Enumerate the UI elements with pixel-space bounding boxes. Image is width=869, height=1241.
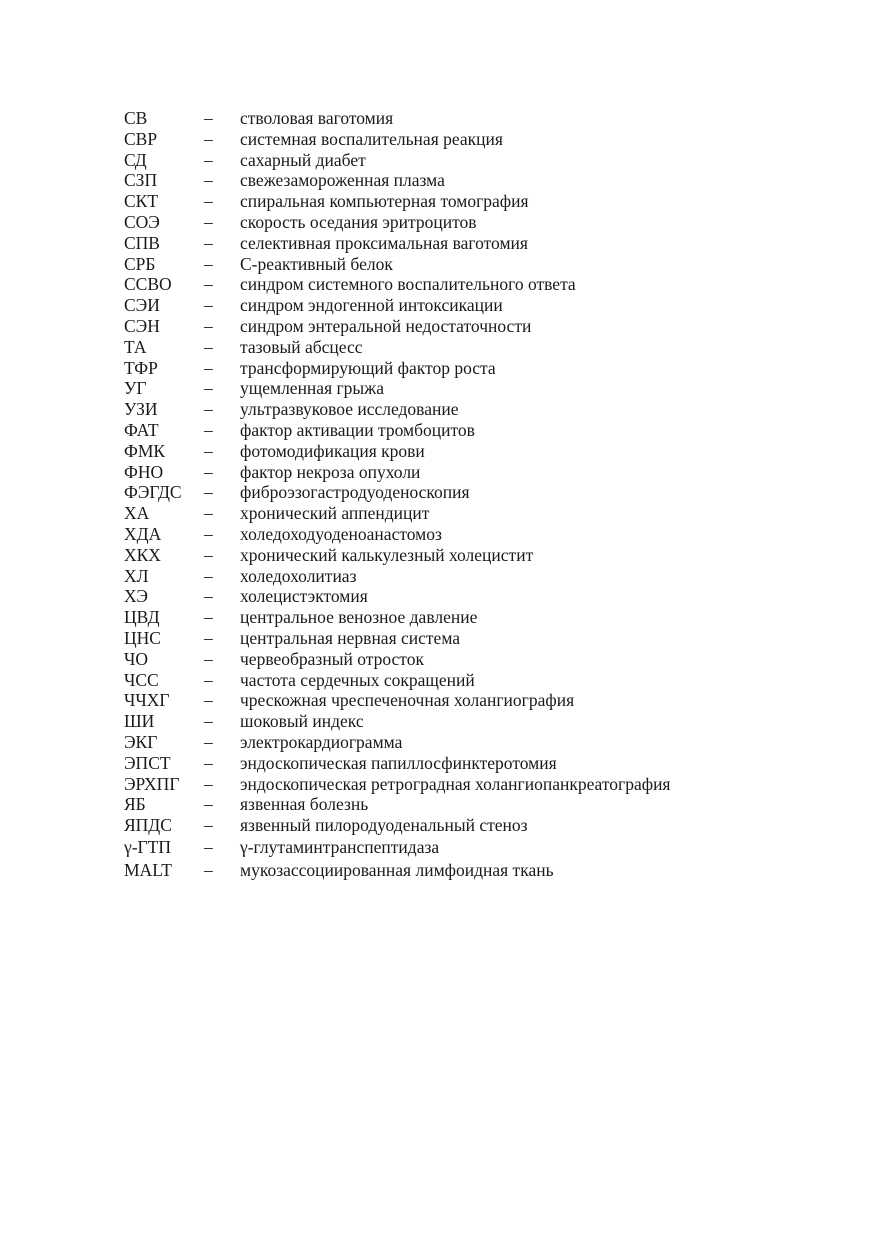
abbreviation-dash: – bbox=[204, 648, 213, 669]
abbreviation-dash: – bbox=[204, 440, 213, 461]
abbreviation-dash: – bbox=[204, 627, 213, 648]
abbreviation-dash: – bbox=[204, 399, 213, 420]
abbreviation-definition: мукозассоциированная лимфоидная ткань bbox=[240, 859, 554, 880]
abbreviation-dash: – bbox=[204, 191, 213, 212]
abbreviation-definition: сахарный диабет bbox=[240, 149, 366, 170]
abbreviation-term: ШИ bbox=[124, 711, 155, 732]
abbreviation-dash: – bbox=[204, 357, 213, 378]
abbreviation-term: ФНО bbox=[124, 461, 164, 482]
abbreviation-definition: холедоходуоденоанастомоз bbox=[240, 523, 442, 544]
abbreviation-row bbox=[124, 462, 824, 483]
abbreviation-row bbox=[124, 524, 824, 545]
abbreviation-term: ХА bbox=[124, 503, 150, 524]
abbreviation-definition: частота сердечных сокращений bbox=[240, 669, 475, 690]
abbreviation-definition: системная воспалительная реакция bbox=[240, 128, 503, 149]
abbreviation-row bbox=[124, 503, 824, 524]
abbreviation-row bbox=[124, 150, 824, 171]
abbreviation-row bbox=[124, 233, 824, 254]
abbreviation-row bbox=[124, 295, 824, 316]
abbreviation-term: ЭКГ bbox=[124, 731, 158, 752]
abbreviation-term: УГ bbox=[124, 378, 147, 399]
abbreviation-term: СД bbox=[124, 149, 147, 170]
abbreviation-definition: центральная нервная система bbox=[240, 627, 461, 648]
abbreviation-definition: селективная проксимальная ваготомия bbox=[240, 232, 528, 253]
abbreviation-definition: фактор активации тромбоцитов bbox=[240, 419, 475, 440]
abbreviation-dash: – bbox=[204, 211, 213, 232]
abbreviation-dash: – bbox=[204, 336, 213, 357]
abbreviation-row bbox=[124, 254, 824, 275]
abbreviation-term: УЗИ bbox=[124, 399, 158, 420]
abbreviation-definition: стволовая ваготомия bbox=[240, 108, 394, 128]
abbreviation-term: ЭПСТ bbox=[124, 752, 171, 773]
abbreviation-list bbox=[124, 108, 824, 882]
abbreviation-dash: – bbox=[204, 503, 213, 524]
abbreviation-definition: чрескожная чреспеченочная холангиография bbox=[240, 690, 575, 711]
abbreviation-definition: фотомодификация крови bbox=[240, 440, 425, 461]
abbreviation-dash: – bbox=[204, 815, 213, 836]
abbreviation-term: MALT bbox=[124, 859, 172, 880]
abbreviation-definition: синдром эндогенной интоксикации bbox=[240, 295, 503, 316]
abbreviation-definition: свежезамороженная плазма bbox=[240, 170, 445, 191]
abbreviation-dash: – bbox=[204, 253, 213, 274]
abbreviation-term: СПВ bbox=[124, 232, 160, 253]
abbreviation-row bbox=[124, 274, 824, 295]
abbreviation-definition: хронический калькулезный холецистит bbox=[240, 544, 534, 565]
abbreviation-definition: электрокардиограмма bbox=[240, 731, 403, 752]
abbreviation-definition: С-реактивный белок bbox=[240, 253, 393, 274]
abbreviation-dash: – bbox=[204, 731, 213, 752]
abbreviation-term: ФАТ bbox=[124, 419, 159, 440]
abbreviation-dash: – bbox=[204, 149, 213, 170]
abbreviation-definition: хронический аппендицит bbox=[240, 503, 430, 524]
abbreviation-term: ЯПДС bbox=[124, 815, 172, 836]
abbreviation-definition: холедохолитиаз bbox=[240, 565, 357, 586]
abbreviation-row bbox=[124, 191, 824, 212]
abbreviation-term: ЧЧХГ bbox=[124, 690, 170, 711]
abbreviation-dash: – bbox=[204, 773, 213, 794]
abbreviation-term: СЭН bbox=[124, 315, 160, 336]
abbreviation-term: ХЭ bbox=[124, 586, 148, 607]
abbreviation-definition: трансформирующий фактор роста bbox=[240, 357, 496, 378]
abbreviation-term: ЧСС bbox=[124, 669, 159, 690]
abbreviation-dash: – bbox=[204, 690, 213, 711]
abbreviation-dash: – bbox=[204, 794, 213, 815]
abbreviation-definition: γ-глутаминтранспептидаза bbox=[240, 836, 440, 857]
abbreviation-dash: – bbox=[204, 607, 213, 628]
abbreviation-row bbox=[124, 859, 824, 882]
abbreviation-term: γ-ГТП bbox=[124, 836, 172, 857]
abbreviation-row bbox=[124, 670, 824, 691]
abbreviation-dash: – bbox=[204, 544, 213, 565]
abbreviation-dash: – bbox=[204, 669, 213, 690]
abbreviation-definition: эндоскопическая ретроградная холангиопанкреатография bbox=[240, 773, 671, 794]
abbreviation-term: СОЭ bbox=[124, 211, 160, 232]
abbreviation-term: ТФР bbox=[124, 357, 158, 378]
abbreviation-row bbox=[124, 316, 824, 337]
abbreviation-dash: – bbox=[204, 836, 213, 857]
abbreviation-term: ТА bbox=[124, 336, 147, 357]
abbreviation-term: ФМК bbox=[124, 440, 166, 461]
abbreviation-term: ХДА bbox=[124, 523, 162, 544]
abbreviation-term: ЦНС bbox=[124, 627, 161, 648]
abbreviation-row bbox=[124, 566, 824, 587]
abbreviation-row bbox=[124, 358, 824, 379]
abbreviation-definition: фиброэзогастродуоденоскопия bbox=[240, 482, 470, 503]
abbreviation-definition: спиральная компьютерная томография bbox=[240, 191, 529, 212]
abbreviation-definition: шоковый индекс bbox=[240, 711, 364, 732]
abbreviation-term: ХЛ bbox=[124, 565, 149, 586]
abbreviation-term: ЭРХПГ bbox=[124, 773, 180, 794]
abbreviation-term: СВ bbox=[124, 108, 148, 128]
abbreviation-row bbox=[124, 628, 824, 649]
abbreviation-row bbox=[124, 108, 824, 129]
abbreviation-dash: – bbox=[204, 232, 213, 253]
abbreviation-row bbox=[124, 774, 824, 795]
abbreviation-dash: – bbox=[204, 315, 213, 336]
abbreviation-dash: – bbox=[204, 859, 213, 880]
abbreviation-definition: синдром системного воспалительного ответа bbox=[240, 274, 576, 295]
abbreviation-dash: – bbox=[204, 378, 213, 399]
abbreviation-term: ФЭГДС bbox=[124, 482, 182, 503]
abbreviation-dash: – bbox=[204, 295, 213, 316]
abbreviation-row bbox=[124, 794, 824, 815]
abbreviation-row bbox=[124, 711, 824, 732]
abbreviation-definition: синдром энтеральной недостаточности bbox=[240, 315, 532, 336]
abbreviation-term: СЗП bbox=[124, 170, 158, 191]
abbreviation-dash: – bbox=[204, 108, 213, 128]
abbreviation-definition: червеобразный отросток bbox=[240, 648, 424, 669]
abbreviation-term: СВР bbox=[124, 128, 158, 149]
abbreviation-term: ЯБ bbox=[124, 794, 146, 815]
abbreviation-term: СЭИ bbox=[124, 295, 160, 316]
abbreviation-dash: – bbox=[204, 565, 213, 586]
abbreviation-row bbox=[124, 337, 824, 358]
abbreviation-row bbox=[124, 607, 824, 628]
abbreviation-definition: ущемленная грыжа bbox=[240, 378, 385, 399]
abbreviation-row bbox=[124, 649, 824, 670]
abbreviation-row bbox=[124, 586, 824, 607]
abbreviation-definition: скорость оседания эритроцитов bbox=[240, 211, 477, 232]
abbreviation-row bbox=[124, 753, 824, 774]
abbreviation-term: ХКХ bbox=[124, 544, 161, 565]
abbreviation-definition: эндоскопическая папиллосфинктеротомия bbox=[240, 752, 557, 773]
abbreviation-row bbox=[124, 170, 824, 191]
abbreviation-dash: – bbox=[204, 752, 213, 773]
abbreviation-dash: – bbox=[204, 586, 213, 607]
abbreviation-dash: – bbox=[204, 482, 213, 503]
abbreviation-term: ССВО bbox=[124, 274, 172, 295]
abbreviation-row bbox=[124, 732, 824, 753]
abbreviation-definition: язвенный пилородуоденальный стеноз bbox=[240, 815, 528, 836]
abbreviation-dash: – bbox=[204, 170, 213, 191]
abbreviation-row bbox=[124, 545, 824, 566]
abbreviation-definition: холецистэктомия bbox=[240, 586, 368, 607]
abbreviation-row bbox=[124, 836, 824, 859]
abbreviation-row bbox=[124, 690, 824, 711]
abbreviation-term: ЦВД bbox=[124, 607, 160, 628]
abbreviation-definition: язвенная болезнь bbox=[240, 794, 369, 815]
abbreviation-dash: – bbox=[204, 419, 213, 440]
abbreviation-definition: тазовый абсцесс bbox=[240, 336, 363, 357]
abbreviation-row bbox=[124, 420, 824, 441]
abbreviation-row bbox=[124, 399, 824, 420]
abbreviation-row bbox=[124, 482, 824, 503]
abbreviation-row bbox=[124, 212, 824, 233]
abbreviation-definition: фактор некроза опухоли bbox=[240, 461, 421, 482]
abbreviation-term: ЧО bbox=[124, 648, 149, 669]
abbreviation-row bbox=[124, 378, 824, 399]
abbreviation-row bbox=[124, 441, 824, 462]
abbreviation-term: СРБ bbox=[124, 253, 156, 274]
abbreviation-definition: ультразвуковое исследование bbox=[240, 399, 459, 420]
abbreviation-dash: – bbox=[204, 128, 213, 149]
abbreviation-dash: – bbox=[204, 711, 213, 732]
abbreviation-row bbox=[124, 815, 824, 836]
abbreviation-dash: – bbox=[204, 461, 213, 482]
abbreviation-term: СКТ bbox=[124, 191, 159, 212]
abbreviation-dash: – bbox=[204, 523, 213, 544]
abbreviation-dash: – bbox=[204, 274, 213, 295]
abbreviation-definition: центральное венозное давление bbox=[240, 607, 478, 628]
abbreviation-row bbox=[124, 129, 824, 150]
